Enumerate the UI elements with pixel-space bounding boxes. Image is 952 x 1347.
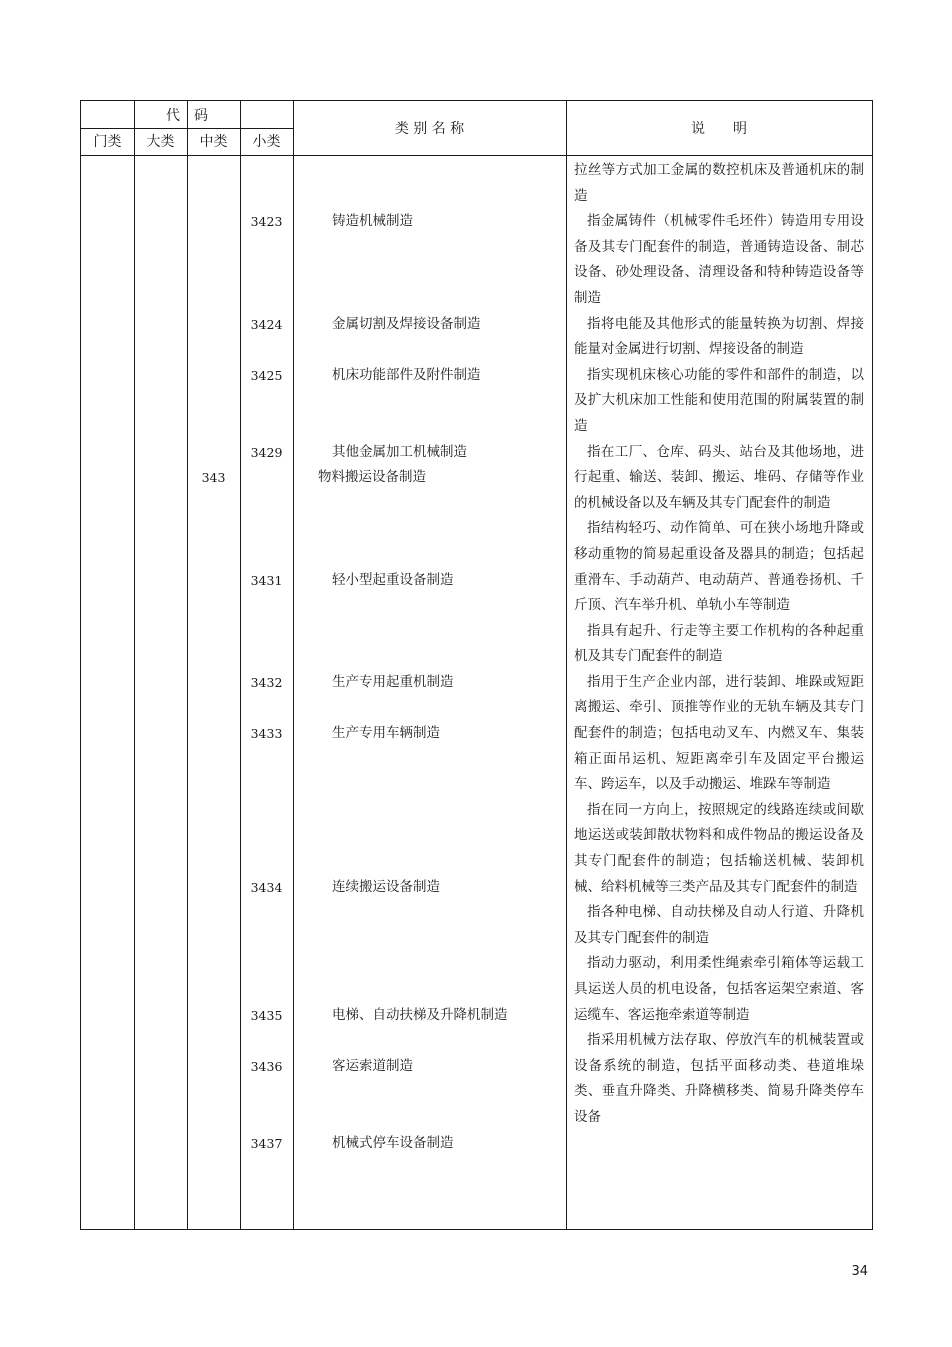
code-header: 代 码 <box>166 108 208 124</box>
description-paragraph: 指用于生产企业内部，进行装卸、堆跺或短距离搬运、牵引、顶推等作业的无轨车辆及其专门配套件的制造；包括电动叉车、内燃叉车、集装箱正面吊运机、短距离牵引车及固定平台搬运车、跨运车，以及手动搬运、堆跺车等制造 <box>574 673 864 793</box>
xiaolei-header: 小类 <box>252 134 281 150</box>
category-name: 其他金属加工机械制造 <box>332 443 467 460</box>
xiaolei-code: 3432 <box>250 675 283 690</box>
description-paragraph: 指金属铸件（机械零件毛坯件）铸造用专用设备及其专门配套件的制造，普通铸造设备、制芯设备、砂处理设备、清理设备和特种铸造设备等制造 <box>574 213 864 306</box>
xiaolei-code: 3429 <box>250 444 283 460</box>
category-name: 金属切割及焊接设备制造 <box>332 315 481 332</box>
description-paragraph: 指结构轻巧、动作简单、可在狭小场地升降或移动重物的简易起重设备及器具的制造；包括起重滑车、手动葫芦、电动葫芦、普通卷扬机、千斤顶、汽车举升机、单轨小车等制造 <box>574 520 864 614</box>
category-name: 轻小型起重设备制造 <box>332 571 454 588</box>
xiaolei-code: 3423 <box>250 214 283 230</box>
category-name: 铸造机械制造 <box>332 213 413 230</box>
xiaolei-code: 3434 <box>250 879 283 895</box>
dalei-header: 大类 <box>146 134 175 150</box>
xiaolei-code: 3424 <box>250 316 283 332</box>
description-column <box>574 158 864 1131</box>
category-name: 电梯、自动扶梯及升降机制造 <box>332 1006 508 1023</box>
category-name: 物料搬运设备制造 <box>318 469 426 486</box>
header-sub-divider <box>81 128 293 129</box>
xiaolei-code: 3435 <box>250 1007 283 1023</box>
category-name: 机械式停车设备制造 <box>332 1134 454 1151</box>
description-header: 说 明 <box>691 121 747 137</box>
column-divider <box>293 101 294 1229</box>
category-name: 客运索道制造 <box>332 1058 413 1074</box>
menlei-header: 门类 <box>93 134 122 150</box>
description-paragraph: 指实现机床核心功能的零件和部件的制造，以及扩大机床加工性能和使用范围的附属装置的制造 <box>574 366 864 434</box>
category-name-header: 类 别 名 称 <box>394 121 465 137</box>
description-paragraph: 指各种电梯、自动扶梯及自动人行道、升降机及其专门配套件的制造 <box>574 904 864 946</box>
description-paragraph: 指具有起升、行走等主要工作机构的各种起重机及其专门配套件的制造 <box>574 622 864 665</box>
description-paragraph: 指动力驱动，利用柔性绳索牵引箱体等运载工具运送人员的机电设备，包括客运架空索道、客运缆车、客运拖牵索道等制造 <box>574 955 864 1023</box>
zhonglei-code: 343 <box>201 470 226 486</box>
classification-table <box>80 100 873 1230</box>
column-divider <box>187 101 188 1229</box>
description-paragraph: 指在同一方向上，按照规定的线路连续或间歇地运送或装卸散状物料和成件物品的搬运设备及其专门配套件的制造；包括输送机械、装卸机械、给料机械等三类产品及其专门配套件的制造 <box>574 801 864 895</box>
category-name: 连续搬运设备制造 <box>332 878 440 895</box>
xiaolei-code: 3436 <box>250 1059 283 1074</box>
column-divider <box>566 101 567 1229</box>
column-divider <box>134 101 135 1229</box>
xiaolei-code: 3437 <box>250 1135 283 1151</box>
zhonglei-header: 中类 <box>199 134 228 150</box>
page-number: 34 <box>851 1264 868 1279</box>
category-name: 机床功能部件及附件制造 <box>332 366 481 383</box>
description-paragraph: 指在工厂、仓库、码头、站台及其他场地，进行起重、输送、装卸、搬运、堆码、存储等作业的机械设备以及车辆及其专门配套件的制造 <box>574 443 864 511</box>
category-name: 生产专用起重机制造 <box>332 674 454 690</box>
xiaolei-code: 3433 <box>250 726 283 742</box>
category-name: 生产专用车辆制造 <box>332 725 440 742</box>
header-bottom-divider <box>81 155 872 156</box>
description-paragraph: 指将电能及其他形式的能量转换为切割、焊接能量对金属进行切割、焊接设备的制造 <box>574 315 864 358</box>
description-paragraph: 拉丝等方式加工金属的数控机床及普通机床的制造 <box>574 162 864 204</box>
xiaolei-code: 3431 <box>250 572 283 588</box>
description-paragraph: 指采用机械方法存取、停放汽车的机械装置或设备系统的制造，包括平面移动类、巷道堆垛类、垂直升降类、升降横移类、简易升降类停车设备 <box>574 1032 864 1125</box>
xiaolei-code: 3425 <box>250 367 283 383</box>
